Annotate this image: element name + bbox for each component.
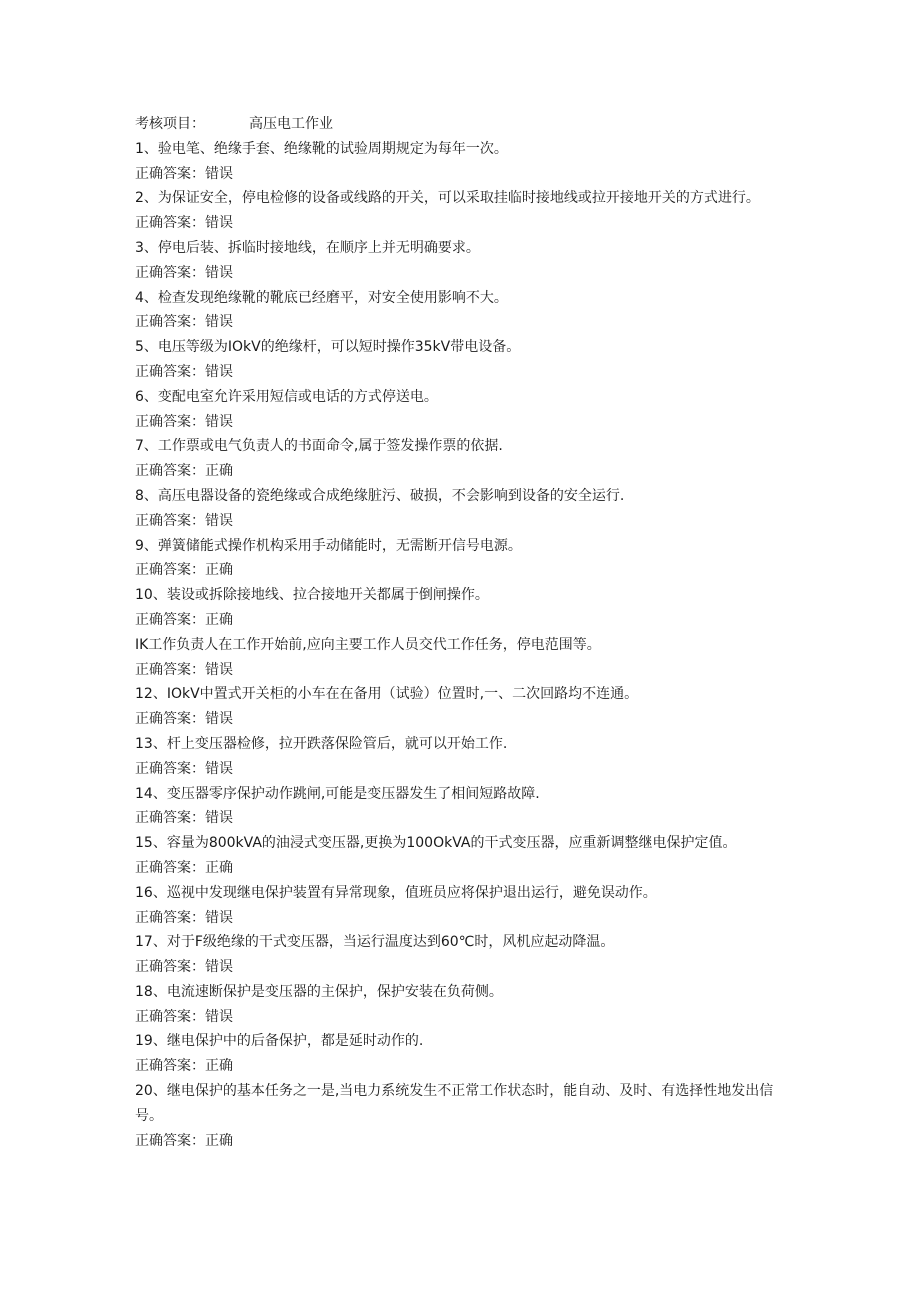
answer-value: 错误 [205, 1008, 233, 1025]
answer-line [135, 658, 795, 683]
answer-line [135, 558, 795, 583]
answer-line [135, 856, 795, 881]
answer-prefix: 正确答案： [135, 165, 205, 182]
question-item [135, 484, 795, 534]
question-item [135, 1079, 795, 1153]
question-text: 1、验电笔、绝缘手套、绝缘靴的试验周期规定为每年一次。 [135, 140, 508, 157]
answer-value: 错误 [205, 810, 233, 827]
question-text: 7、工作票或电气负责人的书面命令,属于签发操作票的依据. [135, 438, 503, 455]
answer-prefix: 正确答案： [135, 314, 205, 331]
answer-line [135, 608, 795, 633]
question-text: 8、高压电器设备的瓷绝缘或合成绝缘脏污、破损，不会影响到设备的安全运行. [135, 487, 625, 504]
answer-value: 错误 [205, 363, 233, 380]
question-item [135, 583, 795, 633]
answer-line [135, 261, 795, 286]
answer-line [135, 310, 795, 335]
answer-value: 错误 [205, 959, 233, 976]
question-text: 10、装设或拆除接地线、拉合接地开关都属于倒闸操作。 [135, 587, 489, 604]
answer-value: 错误 [205, 264, 233, 281]
answer-value: 错误 [205, 512, 233, 529]
answer-line [135, 955, 795, 980]
answer-value: 错误 [205, 760, 233, 777]
answer-value: 正确 [205, 1058, 233, 1075]
question-item [135, 881, 795, 931]
answer-value: 错误 [205, 909, 233, 926]
answer-line [135, 707, 795, 732]
question-item [135, 1029, 795, 1079]
answer-prefix: 正确答案： [135, 661, 205, 678]
answer-prefix: 正确答案： [135, 562, 205, 579]
answer-prefix: 正确答案： [135, 760, 205, 777]
answer-value: 正确 [205, 611, 233, 628]
question-text: 14、变压器零序保护动作跳闸,可能是变压器发生了相间短路故障. [135, 785, 540, 802]
question-item [135, 534, 795, 584]
question-text: 5、电压等级为IOkV的绝缘杆，可以短时操作35kV带电设备。 [135, 339, 521, 356]
question-item [135, 980, 795, 1030]
answer-line [135, 162, 795, 187]
answer-value: 错误 [205, 215, 233, 232]
answer-value: 错误 [205, 661, 233, 678]
answer-value: 错误 [205, 711, 233, 728]
answer-value: 错误 [205, 314, 233, 331]
answer-value: 正确 [205, 1132, 233, 1149]
question-text: 9、弹簧储能式操作机构采用手动储能时，无需断开信号电源。 [135, 537, 522, 554]
question-text: 18、电流速断保护是变压器的主保护，保护安装在负荷侧。 [135, 983, 503, 1000]
answer-value: 正确 [205, 463, 233, 480]
answer-prefix: 正确答案： [135, 413, 205, 430]
answer-line [135, 459, 795, 484]
answer-line [135, 1129, 795, 1154]
answer-line [135, 211, 795, 236]
answer-prefix: 正确答案： [135, 512, 205, 529]
question-text: 4、检查发现绝缘靴的靴底已经磨平，对安全使用影响不大。 [135, 289, 508, 306]
answer-prefix: 正确答案： [135, 463, 205, 480]
exam-label: 考核项目： [135, 116, 205, 132]
question-text: 16、巡视中发现继电保护装置有异常现象，值班员应将保护退出运行，避免误动作。 [135, 884, 657, 901]
answer-line [135, 757, 795, 782]
question-item [135, 930, 795, 980]
answer-line [135, 806, 795, 831]
question-text: 17、对于F级绝缘的干式变压器，当运行温度达到60℃时，风机应起动降温。 [135, 934, 615, 951]
question-item [135, 831, 795, 881]
question-item [135, 137, 795, 187]
question-text: IK工作负责人在工作开始前,应向主要工作人员交代工作任务，停电范围等。 [135, 636, 601, 653]
question-text: 2、为保证安全，停电检修的设备或线路的开关，可以采取挂临时接地线或拉开接地开关的方式进行。 [135, 190, 760, 207]
answer-prefix: 正确答案： [135, 611, 205, 628]
question-item [135, 782, 795, 832]
question-item [135, 286, 795, 336]
question-text: 12、IOkV中置式开关柜的小车在在备用（试验）位置时,一、二次回路均不连通。 [135, 686, 639, 703]
question-text: 13、杆上变压器检修，拉开跌落保险管后，就可以开始工作. [135, 735, 508, 752]
answer-line [135, 509, 795, 534]
question-list [135, 137, 795, 1154]
answer-prefix: 正确答案： [135, 1008, 205, 1025]
answer-prefix: 正确答案： [135, 363, 205, 380]
answer-prefix: 正确答案： [135, 959, 205, 976]
question-item [135, 732, 795, 782]
answer-line [135, 906, 795, 931]
answer-prefix: 正确答案： [135, 264, 205, 281]
answer-line [135, 1005, 795, 1030]
answer-value: 正确 [205, 859, 233, 876]
question-text: 6、变配电室允许采用短信或电话的方式停送电。 [135, 388, 438, 405]
question-text: 20、继电保护的基本任务之一是,当电力系统发生不正常工作状态时，能自动、及时、有选择性地发出信号。 [135, 1083, 774, 1124]
answer-prefix: 正确答案： [135, 859, 205, 876]
answer-prefix: 正确答案： [135, 215, 205, 232]
document-page [135, 112, 795, 1153]
exam-header [135, 112, 795, 137]
question-item [135, 434, 795, 484]
answer-prefix: 正确答案： [135, 1058, 205, 1075]
answer-line [135, 360, 795, 385]
question-item [135, 385, 795, 435]
question-text: 3、停电后装、拆临时接地线，在顺序上并无明确要求。 [135, 239, 480, 256]
exam-subject: 高压电工作业 [249, 116, 333, 132]
question-text: 19、继电保护中的后备保护，都是延时动作的. [135, 1033, 424, 1050]
answer-value: 正确 [205, 562, 233, 579]
question-item [135, 236, 795, 286]
question-text: 15、容量为800kVA的油浸式变压器,更换为100OkVA的干式变压器，应重新调整继电保护定值。 [135, 835, 737, 852]
question-item [135, 682, 795, 732]
answer-value: 错误 [205, 165, 233, 182]
answer-prefix: 正确答案： [135, 909, 205, 926]
answer-line [135, 410, 795, 435]
answer-prefix: 正确答案： [135, 810, 205, 827]
question-item [135, 335, 795, 385]
answer-value: 错误 [205, 413, 233, 430]
answer-line [135, 1054, 795, 1079]
question-item [135, 186, 795, 236]
answer-prefix: 正确答案： [135, 711, 205, 728]
question-item [135, 633, 795, 683]
answer-prefix: 正确答案： [135, 1132, 205, 1149]
